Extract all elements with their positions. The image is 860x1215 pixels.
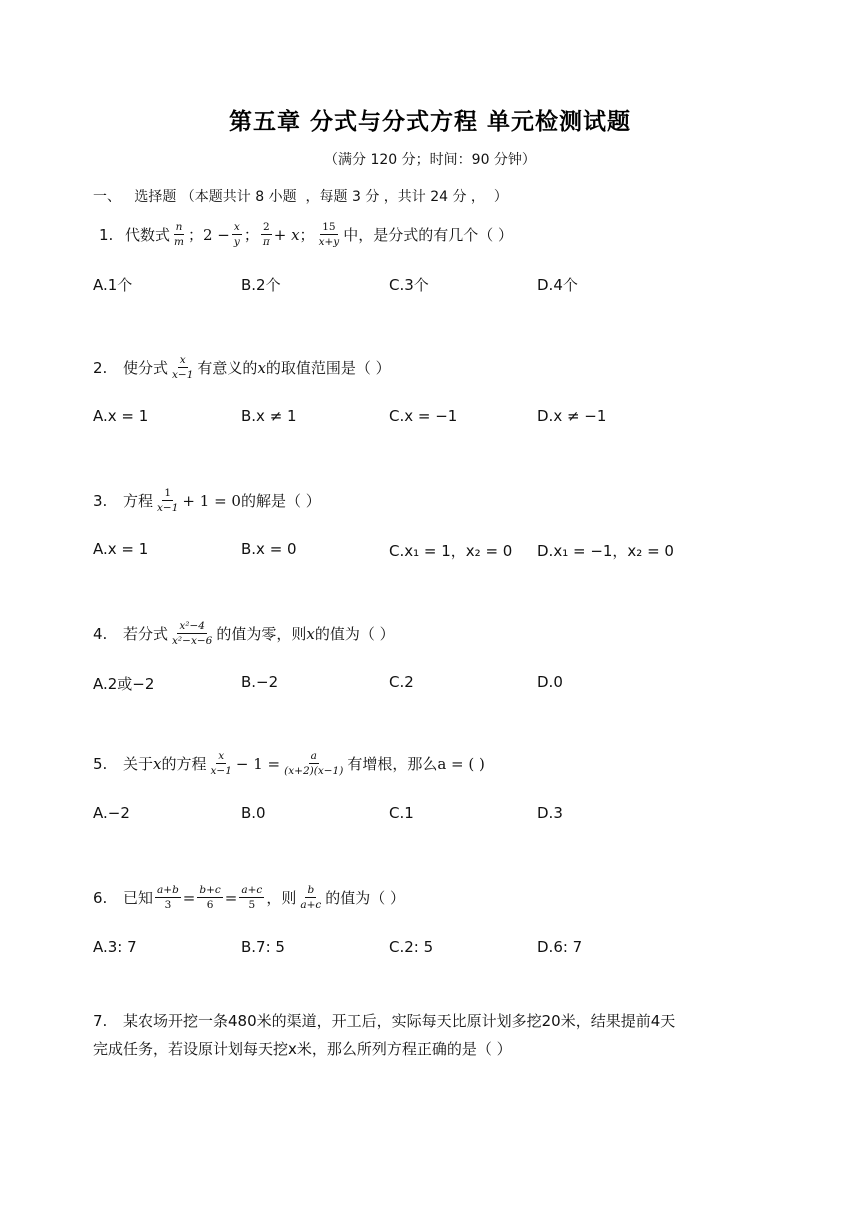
- question-stem-mid: ，则: [266, 889, 297, 908]
- page-title: 第五章 分式与分式方程 单元检测试题: [228, 109, 631, 135]
- option-a[interactable]: A.−2: [93, 804, 130, 822]
- equation-minus-one: − 1 =: [235, 754, 281, 773]
- question-5: [93, 750, 485, 777]
- fraction-x-over-y: $\frac{x}{y}$: [233, 221, 240, 249]
- option-b[interactable]: B.7: 5: [241, 938, 285, 956]
- answer-blank: a = ( ): [437, 754, 485, 773]
- option-b[interactable]: B.2个: [241, 276, 281, 294]
- question-number: 1.: [99, 225, 114, 244]
- question-number: 4.: [93, 624, 108, 643]
- variable-x: x: [153, 754, 162, 773]
- question-number: 3.: [93, 491, 108, 510]
- option-b[interactable]: B.0: [241, 804, 266, 822]
- question-number: 2.: [93, 358, 108, 377]
- option-d[interactable]: D.6: 7: [537, 938, 583, 956]
- question-stem-prefix: 使分式: [123, 359, 169, 378]
- option-c[interactable]: C.1: [389, 804, 414, 822]
- fraction-x-over-x-minus-1: $\frac{x}{x-1}$: [172, 354, 194, 382]
- question-stem-mid: 有意义的: [197, 359, 258, 378]
- question-3: [93, 487, 321, 514]
- question-stem-suffix: 中，是分式的有几个（ ）: [343, 226, 513, 245]
- question-number: 5.: [93, 754, 108, 773]
- option-d[interactable]: D.0: [537, 673, 563, 691]
- option-d[interactable]: D.x₁ = −1，x₂ = 0: [537, 542, 674, 560]
- question-stem-prefix: 代数式: [125, 226, 171, 245]
- option-b[interactable]: B.−2: [241, 673, 279, 691]
- variable-x: x: [257, 358, 266, 377]
- question-stem-mid: 的值为零，则: [216, 625, 307, 644]
- fraction-b-plus-c-over-6: $\frac{b+c}{6}$: [199, 884, 221, 912]
- option-c[interactable]: C.2: [389, 673, 414, 691]
- variable-x: x: [306, 624, 315, 643]
- question-text-line-1: 某农场开挖一条480米的渠道，开工后，实际每天比原计划多挖20米，结果提前4天: [123, 1012, 676, 1030]
- question-number: 7.: [93, 1012, 108, 1030]
- question-stem-suffix: 的取值范围是（ ）: [265, 359, 391, 378]
- option-a[interactable]: A.3: 7: [93, 938, 137, 956]
- option-b[interactable]: B.x = 0: [241, 540, 297, 558]
- option-c[interactable]: C.2: 5: [389, 938, 434, 956]
- option-b[interactable]: B.x ≠ 1: [241, 407, 297, 425]
- equals-sign: =: [182, 888, 196, 907]
- question-4: [93, 620, 395, 647]
- question-text-line-2: 完成任务，若设原计划每天挖x米，那么所列方程正确的是（ ）: [93, 1040, 512, 1058]
- question-stem-suffix: 的解是（ ）: [240, 492, 321, 511]
- equals-sign: =: [224, 888, 238, 907]
- question-7: [93, 1007, 773, 1063]
- question-stem-mid2: 有增根，那么: [347, 755, 438, 774]
- question-number: 6.: [93, 888, 108, 907]
- fraction-b-over-a-plus-c: $\frac{b}{a+c}$: [300, 884, 322, 912]
- fraction-a-plus-c-over-5: $\frac{a+c}{5}$: [241, 884, 263, 912]
- question-line-1: [93, 1007, 773, 1035]
- option-c[interactable]: C.3个: [389, 276, 429, 294]
- option-d[interactable]: D.4个: [537, 276, 578, 294]
- question-6: [93, 884, 405, 911]
- page-subtitle: （满分 120 分；时间：90 分钟）: [324, 152, 536, 168]
- fraction-n-over-m: $\frac{n}{m}$: [174, 221, 184, 249]
- expression-separator: ；: [243, 226, 259, 245]
- question-2: [93, 354, 391, 381]
- fraction-x2-minus-4-over-quadratic: $\frac{\text{x²−4}}{\text{x²−x−6}}$: [172, 620, 213, 648]
- option-a[interactable]: A.1个: [93, 276, 133, 294]
- option-d[interactable]: D.3: [537, 804, 563, 822]
- section-heading: 一、 选择题 （本题共计 8 小题 ，每题 3 分 ，共计 24 分 ， ）: [93, 189, 508, 205]
- fraction-15-over-x-plus-y: $\frac{15}{x+y}$: [318, 221, 340, 249]
- question-stem-suffix: 的值为（ ）: [314, 625, 395, 644]
- fraction-a-over-product: $\frac{a}{(x+2)(x-1)}$: [284, 750, 344, 778]
- equation-rest: + 1 = 0: [182, 491, 241, 510]
- option-a[interactable]: A.2或−2: [93, 675, 155, 693]
- fraction-a-plus-b-over-3: $\frac{a+b}{3}$: [157, 884, 179, 912]
- option-c[interactable]: C.x = −1: [389, 407, 458, 425]
- expression-separator: ；2 −: [187, 226, 230, 245]
- question-stem-prefix: 已知: [123, 889, 154, 908]
- option-a[interactable]: A.x = 1: [93, 540, 149, 558]
- question-1: [93, 221, 513, 248]
- fraction-x-over-x-minus-1: $\frac{x}{x-1}$: [210, 750, 232, 778]
- expression-plus-x: + x；: [273, 226, 315, 245]
- option-d[interactable]: D.x ≠ −1: [537, 407, 607, 425]
- option-c[interactable]: C.x₁ = 1，x₂ = 0: [389, 542, 513, 560]
- question-stem-mid: 的方程: [161, 755, 207, 774]
- fraction-2-over-pi: $\frac{2}{\pi}$: [262, 221, 270, 249]
- question-stem-prefix: 方程: [123, 492, 154, 511]
- question-stem-prefix: 若分式: [123, 625, 169, 644]
- fraction-1-over-x-minus-1: $\frac{1}{x-1}$: [157, 487, 179, 515]
- question-stem-suffix: 的值为（ ）: [325, 889, 406, 908]
- option-a[interactable]: A.x = 1: [93, 407, 149, 425]
- question-stem-prefix: 关于: [123, 755, 154, 774]
